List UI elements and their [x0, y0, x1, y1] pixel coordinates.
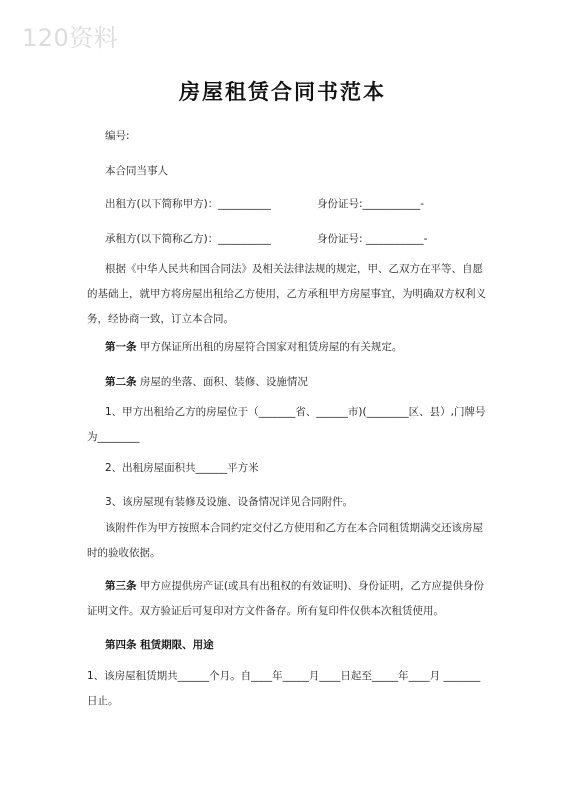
article-2-text: 房屋的坐落、面积、装修、设施情况	[136, 376, 308, 388]
lessee-id-line: 身份证号: ___________-	[317, 233, 428, 245]
article-1-heading: 第一条	[105, 341, 137, 353]
article-3-heading: 第三条	[105, 580, 137, 592]
article-4-text: 租赁期限、用途	[136, 639, 214, 651]
article-3-text: 甲方应提供房产证(或具有出租权的有效证明)、身份证明，乙方应提供身份证明文件。双方验证后可复印对方文件备存。所有复印件仅供本次租赁使用。	[87, 580, 485, 617]
article-2-item-1: 1、甲方出租给乙方的房屋位于（_______省、______市)(________区、县）,门牌号为________	[87, 406, 486, 443]
article-2-heading: 第二条	[105, 376, 137, 388]
article-4-item-1: 1、该房屋租赁期共______个月。自____年_____月____日起至_____年____月 _______日止。	[87, 670, 481, 707]
annex-paragraph: 该附件作为甲方按照本合同约定交付乙方使用和乙方在本合同租赁期满交还该房屋时的验收依据。	[87, 522, 483, 559]
article-4	[105, 637, 214, 652]
article-2-item-3: 3、该房屋现有装修及设施、设备情况详见合同附件。	[105, 496, 354, 508]
article-2	[105, 374, 308, 389]
contract-number-label: 编号:	[105, 130, 130, 142]
document-title: 房屋租赁合同书范本	[179, 80, 386, 104]
watermark: 120资料	[22, 24, 119, 52]
lessee-line: 承租方(以下简称乙方)：__________	[105, 233, 271, 245]
preamble-paragraph: 根据《中华人民共和国合同法》及相关法律法规的规定，甲、乙双方在平等、自愿的基础上，就甲方将房屋出租给乙方使用，乙方承租甲方房屋事宜，为明确双方权利义务，经协商一致，订立本合同。	[87, 263, 486, 325]
article-1-text: 甲方保证所出租的房屋符合国家对租赁房屋的有关规定。	[136, 341, 403, 353]
article-2-item-2: 2、出租房屋面积共______平方米	[105, 462, 259, 474]
article-4-heading: 第四条	[105, 639, 137, 651]
article-3	[87, 574, 487, 624]
lessor-id-line: 身份证号:___________-	[317, 198, 425, 210]
article-1	[105, 339, 402, 354]
lessor-line: 出租方(以下简称甲方)：__________	[105, 198, 271, 210]
parties-label: 本合同当事人	[105, 165, 168, 177]
